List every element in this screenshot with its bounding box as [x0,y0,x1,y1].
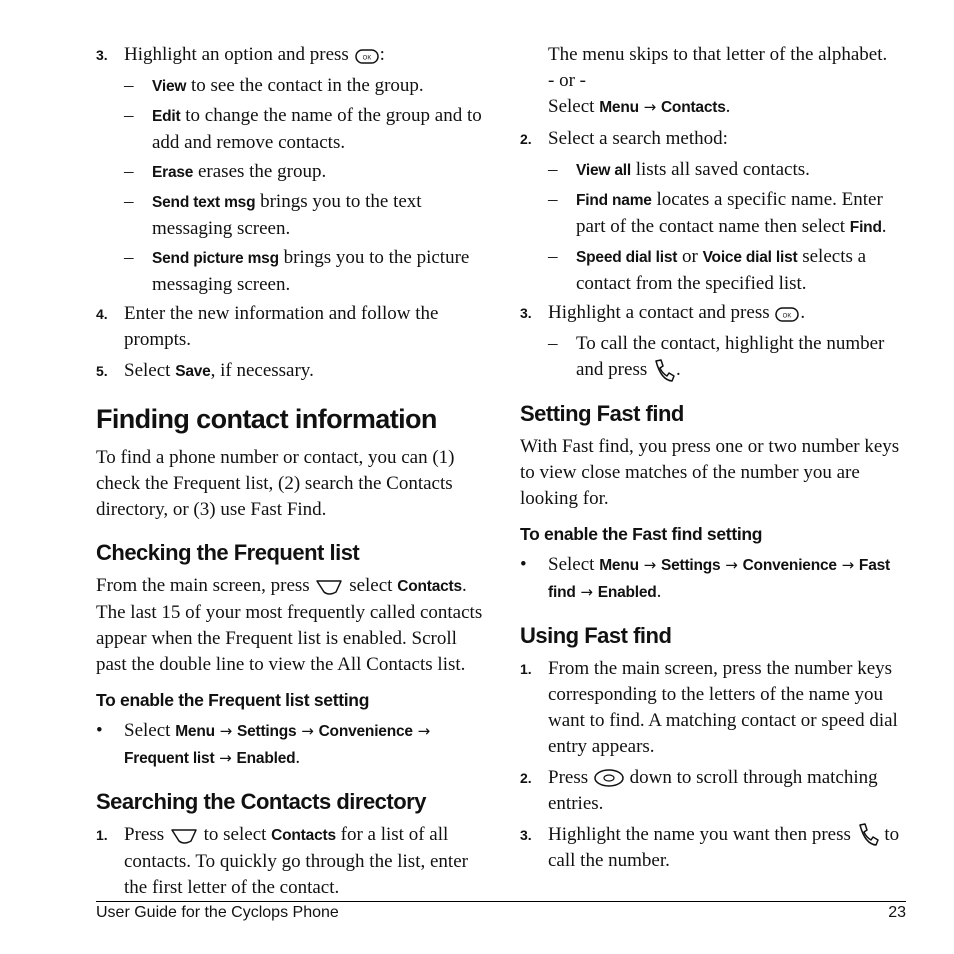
ok-key-icon [354,47,380,65]
left-softkey-icon [314,577,344,597]
frequent-paragraph: From the main screen, press select Contacts. The last 15 of your most frequently called contacts appear when the Frequent list is enabled. Scroll past the double line to view the All Contacts list. [96,575,483,675]
ok-key-icon [774,305,800,323]
call-contact: – To call the contact, highlight the number and press . [548,331,908,384]
method-view-all: – View all lists all saved contacts. [548,159,810,180]
footer-divider [96,901,906,902]
using-step-1: 1. From the main screen, press the number keys corresponding to the letters of the name you want to find. A matching contact or speed dial entry appears. [520,657,898,757]
right-column [520,42,908,879]
fast-find-setting-path: • Select Menu → Settings → Convenience → Fast find → Enabled. [520,553,890,602]
subheading-frequent-setting: To enable the Frequent list setting [96,690,370,710]
option-edit: – Edit to change the name of the group and to add and remove contacts. [124,105,482,153]
left-column [96,42,484,906]
step-4: 4. Enter the new information and follow the prompts. [96,303,439,350]
option-erase: – Erase erases the group. [124,161,327,182]
step-5: 5. Select Save, if necessary. [96,360,314,381]
section-title: Finding contact information [96,404,437,434]
option-send-text: – Send text msg brings you to the text messaging screen. [124,191,422,239]
fast-find-paragraph: With Fast find, you press one or two number keys to view close matches of the number you are looking for. [520,435,900,509]
heading-frequent-list: Checking the Frequent list [96,540,360,565]
svg-text:OK: OK [362,55,371,62]
option-view: – View to see the contact in the group. [124,75,424,96]
using-step-2: 2. Press down to scroll through matching entries. [520,766,878,814]
method-find-name: – Find name locates a specific name. Enter part of the contact name then select Find. [548,189,887,237]
send-key-icon [856,822,880,848]
using-step-3: 3. Highlight the name you want then press to call the number. [520,823,900,872]
step-3-right: 3. Highlight a contact and press OK . [520,302,806,323]
search-step-1: 1. Press to select Contacts for a list of all contacts. To quickly go through the list, enter the first letter of the contact. [96,824,468,898]
continued-step: The menu skips to that letter of the alphabet. - or - Select Menu → Contacts. [548,44,888,117]
intro-paragraph: To find a phone number or contact, you can (1) check the Frequent list, (2) search the Contacts directory, or (3) use Fast Find. [96,447,455,520]
step-2: 2. Select a search method: [520,128,728,149]
svg-text:OK: OK [783,313,792,320]
left-softkey-icon [169,826,199,846]
footer-title: User Guide for the Cyclops Phone [96,904,339,921]
option-send-picture: – Send picture msg brings you to the picture messaging screen. [124,247,470,295]
page-number: 23 [888,904,906,921]
subheading-fast-find-setting: To enable the Fast find setting [520,523,763,544]
navigation-key-icon [593,768,625,788]
heading-searching-contacts: Searching the Contacts directory [96,789,426,814]
heading-setting-fast-find: Setting Fast find [520,400,684,426]
send-key-icon [652,358,676,384]
heading-using-fast-find: Using Fast find [520,622,672,648]
step-3: 3. Highlight an option and press OK : [96,44,385,65]
frequent-setting-path: • Select Menu → Settings → Convenience → Frequent list → Enabled. [96,720,431,768]
method-dial-list: – Speed dial list or Voice dial list selects a contact from the specified list. [548,246,867,294]
